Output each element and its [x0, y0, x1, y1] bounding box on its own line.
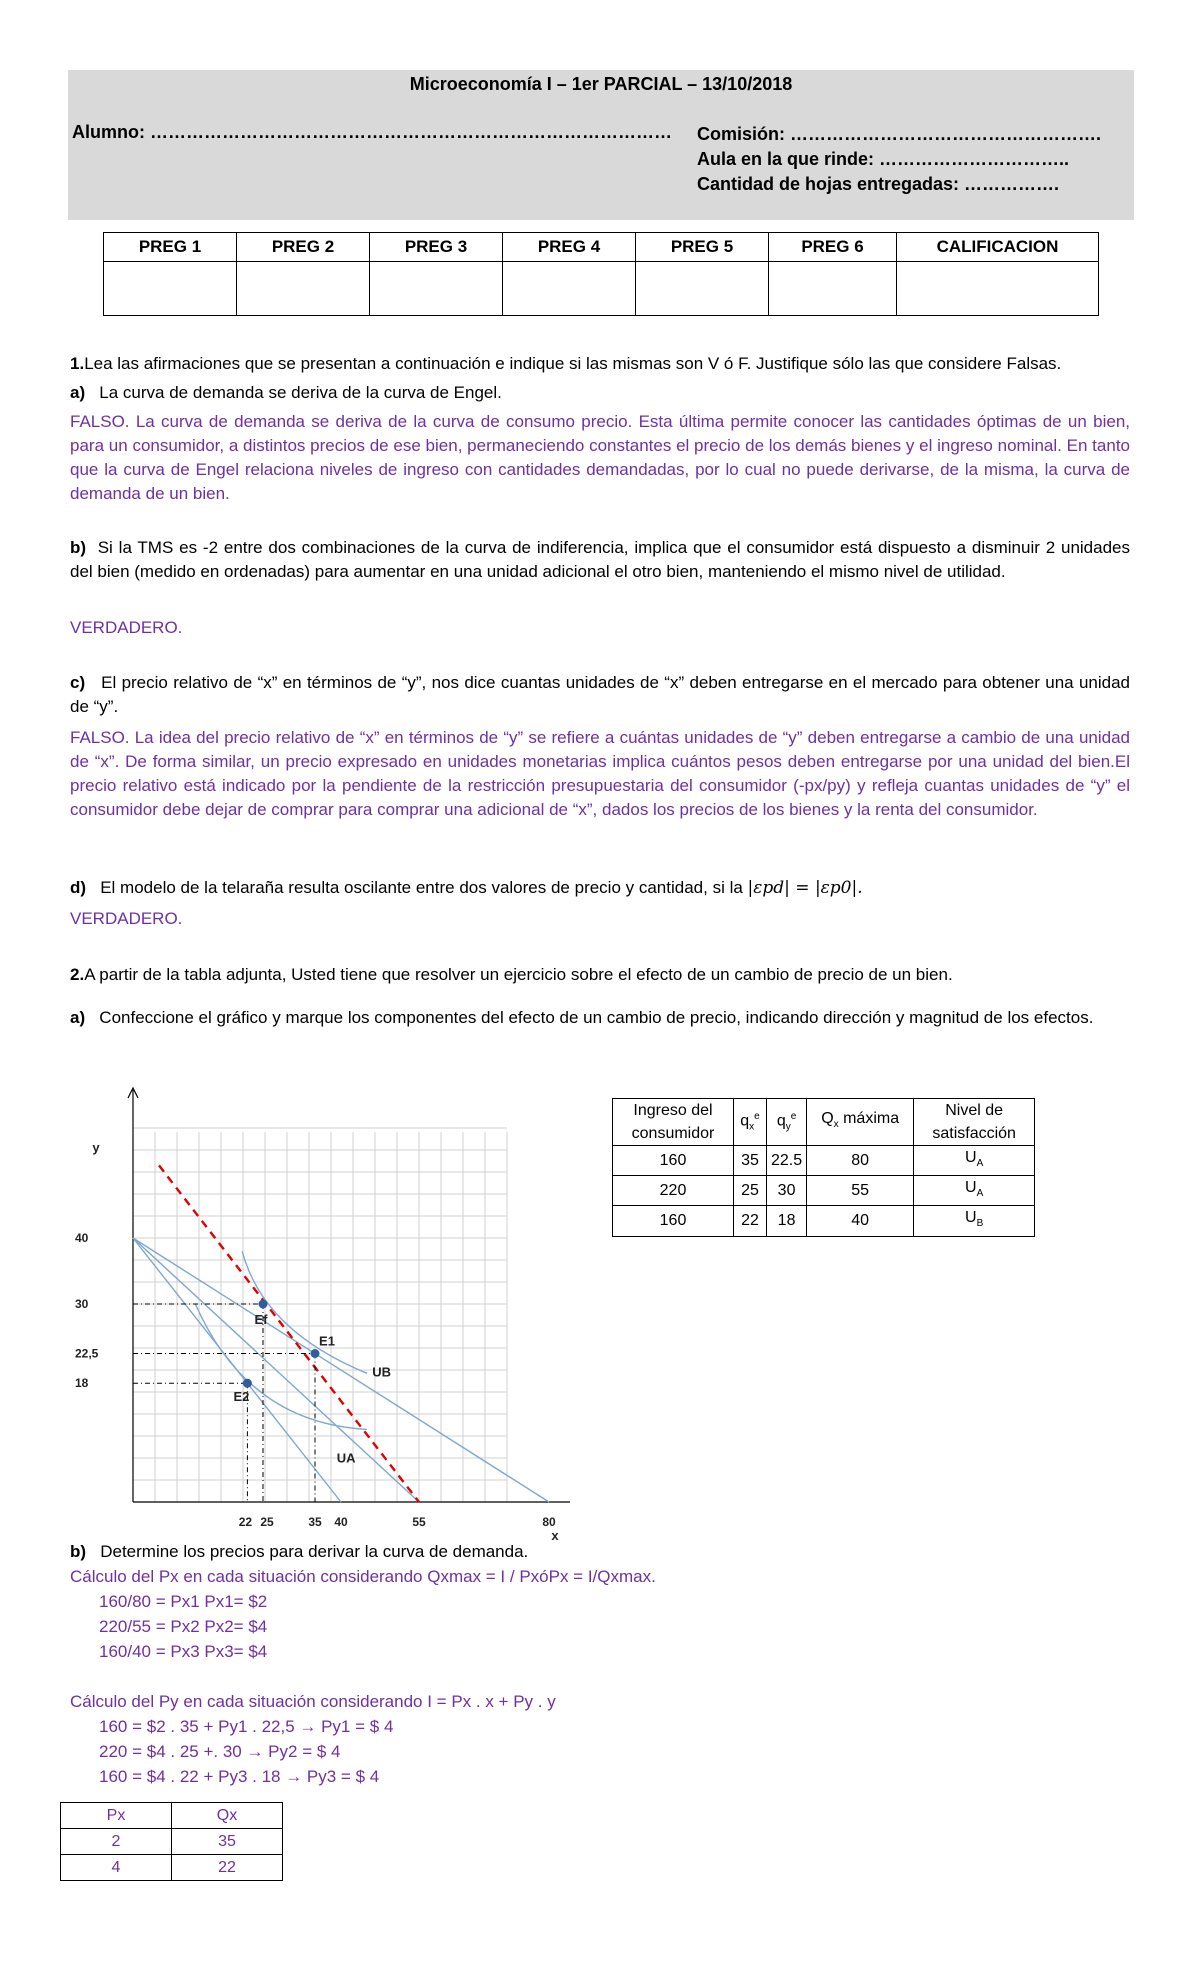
equilibrium-point [243, 1379, 252, 1388]
grade-cell [370, 262, 503, 316]
x-axis-label: x [551, 1528, 559, 1543]
grade-header: PREG 3 [370, 233, 503, 262]
table-cell: 160 [613, 1206, 734, 1236]
q1-a [70, 381, 1130, 405]
table-header: Px [61, 1803, 172, 1829]
equilibrium-point [311, 1349, 320, 1358]
q1-c-label: c) [70, 673, 86, 692]
grade-cell [237, 262, 370, 316]
table-cell: $U_A$ [914, 1176, 1035, 1206]
py-calc-line: 220 = $4 . 25 +. 30 → Py2 = $ 4 [99, 1742, 341, 1761]
table-cell: 22.5 [767, 1146, 807, 1176]
table-cell: $U_B$ [914, 1206, 1035, 1236]
table-cell: $U_A$ [914, 1146, 1035, 1176]
q1-intro [70, 352, 1130, 376]
grade-header: PREG 2 [237, 233, 370, 262]
table-cell: 220 [613, 1176, 734, 1206]
curve-label: UB [372, 1364, 391, 1380]
table-row [613, 1146, 1035, 1176]
exam-title: Microeconomía I – 1er PARCIAL – 13/10/2018 [409, 74, 793, 94]
table-cell: 30 [767, 1176, 807, 1206]
q1-b-answer: VERDADERO. [70, 618, 183, 637]
curve-label: UA [336, 1450, 356, 1466]
grade-header: PREG 6 [769, 233, 897, 262]
table-cell: 160 [613, 1146, 734, 1176]
table-header: $q_y^e$ [767, 1099, 807, 1146]
table-cell: 40 [807, 1206, 914, 1236]
px-calc-line: 160/40 = Px3 Px3= $4 [99, 1642, 268, 1661]
q1-d-text: El modelo de la telaraña resulta oscilante entre dos valores de precio y cantidad, si la [100, 878, 743, 897]
q1-b [70, 536, 1130, 584]
q1-b-label: b) [70, 538, 87, 557]
y-tick-label: 40 [75, 1231, 89, 1245]
point-label: E2 [233, 1389, 250, 1405]
table-cell: 55 [807, 1176, 914, 1206]
exam-header [68, 70, 1134, 220]
x-tick-label: 22 [238, 1515, 253, 1529]
grade-cell [503, 262, 636, 316]
equilibrium-point [259, 1300, 268, 1309]
elasticity-equation: |εpd| = |εp0|. [747, 878, 863, 898]
grade-header: PREG 1 [104, 233, 237, 262]
q1-d-label: d) [70, 878, 87, 897]
q2-b-label: b) [70, 1542, 87, 1561]
table-cell: 4 [61, 1855, 172, 1881]
commission-field: Comisión: ……………………………………………. [697, 124, 1101, 144]
x-tick-label: 25 [260, 1515, 274, 1529]
grades-table [103, 232, 1099, 316]
classroom-field: Aula en la que rinde: ………………………….. [697, 149, 1070, 169]
table-header: $Q_x$ máxima [807, 1099, 914, 1146]
grade-header: CALIFICACION [897, 233, 1099, 262]
consumer-data-table [612, 1098, 1035, 1237]
price-effect-chart [75, 1082, 590, 1543]
table-header: Qx [172, 1803, 283, 1829]
table-cell: 2 [61, 1829, 172, 1855]
q2-intro [70, 963, 1130, 987]
q2-b-text: Determine los precios para derivar la curva de demanda. [100, 1542, 529, 1561]
q1-b-text: Si la TMS es -2 entre dos combinaciones de la curva de indiferencia, implica que el consumidor está dispuesto a disminuir 2 unidades del bien (medido en ordenadas) para aumentar en una unidad adicional el otro bien, manteniendo el mismo nivel de utilidad. [70, 538, 1131, 581]
px-calc-line: 220/55 = Px2 Px2= $4 [99, 1617, 268, 1636]
y-tick-label: 30 [75, 1297, 89, 1311]
table-row [613, 1176, 1035, 1206]
demand-table [60, 1802, 283, 1881]
q2-a [70, 1006, 1130, 1030]
q1-a-answer: FALSO. La curva de demanda se deriva de la curva de consumo precio. Esta última permite conocer las cantidades óptimas de un bien, para un consumidor, a distintos precios de ese bien, permaneciendo constantes el precio de los demás bienes y el ingreso nominal. En tanto que la curva de Engel relaciona niveles de ingreso con cantidades demandadas, por lo cual no puede derivarse, de la misma, la curva de demanda de un bien. [70, 412, 1130, 503]
table-header: Nivel de satisfacción [914, 1099, 1035, 1146]
table-row [613, 1206, 1035, 1236]
chart-grid [133, 1128, 507, 1502]
table-cell: 22 [172, 1855, 283, 1881]
chart-labels [75, 1140, 559, 1543]
exam-info [697, 122, 1101, 197]
student-field: Alumno: …………………………………………………………………………… [72, 122, 672, 142]
grade-header: PREG 4 [503, 233, 636, 262]
q2-number: 2. [70, 965, 85, 984]
x-tick-label: 55 [412, 1515, 426, 1529]
sheets-field: Cantidad de hojas entregadas: ……………. [697, 174, 1060, 194]
py-calc-line: 160 = $4 . 22 + Py3 . 18 → Py3 = $ 4 [99, 1767, 380, 1786]
y-tick-label: 22,5 [75, 1346, 99, 1361]
grade-header: PREG 5 [636, 233, 769, 262]
q2-a-text: Confeccione el gráfico y marque los componentes del efecto de un cambio de precio, indicando dirección y magnitud de los efectos. [99, 1008, 1094, 1027]
table-cell: 35 [172, 1829, 283, 1855]
q2-intro-text: A partir de la tabla adjunta, Usted tiene que resolver un ejercicio sobre el efecto de un cambio de precio de un bien. [84, 965, 953, 984]
q2-a-label: a) [70, 1008, 86, 1027]
table-cell: 35 [734, 1146, 767, 1176]
px-calc-line: 160/80 = Px1 Px1= $2 [99, 1592, 268, 1611]
y-tick-label: 18 [75, 1376, 89, 1391]
table-cell: 22 [734, 1206, 767, 1236]
py-calc-title: Cálculo del Py en cada situación considerando I = Px . x + Py . y [70, 1692, 556, 1711]
q1-c-text: El precio relativo de “x” en términos de “y”, nos dice cuantas unidades de “x” deben entregarse en el mercado para obtener una unidad de “y”. [70, 673, 1130, 716]
q1-a-text: La curva de demanda se deriva de la curva de Engel. [99, 383, 502, 402]
px-calc-title: Cálculo del Px en cada situación considerando Qxmax = I / PxóPx = I/Qxmax. [70, 1567, 656, 1586]
point-label: Ef [254, 1312, 268, 1327]
py-calc-line: 160 = $2 . 35 + Py1 . 22,5 → Py1 = $ 4 [99, 1717, 394, 1736]
q1-a-label: a) [70, 383, 86, 402]
q1-d-answer: VERDADERO. [70, 909, 183, 928]
q1-c [70, 671, 1130, 719]
grade-cell [897, 262, 1099, 316]
table-row [61, 1829, 283, 1855]
table-row [61, 1855, 283, 1881]
table-header: Ingreso del consumidor [613, 1099, 734, 1146]
table-header: $q_x^e$ [734, 1099, 767, 1146]
grade-cell [769, 262, 897, 316]
grade-cell [636, 262, 769, 316]
q1-number: 1. [70, 354, 85, 373]
x-tick-label: 80 [542, 1515, 556, 1529]
grade-cell [104, 262, 237, 316]
x-tick-label: 40 [334, 1515, 348, 1529]
q1-intro-text: Lea las afirmaciones que se presentan a continuación e indique si las mismas son V ó F. Justifique sólo las que considere Falsas. [84, 354, 1062, 373]
table-cell: 80 [807, 1146, 914, 1176]
q1-c-answer: FALSO. La idea del precio relativo de “x” en términos de “y” se refiere a cuántas unidades de “y” deben entregarse a cambio de una unidad de “x”. De forma similar, un precio expresado en unidades monetarias implica cuántos pesos deben entregarse por una unidad del bien.El precio relativo está indicado por la pendiente de la restricción presupuestaria del consumidor (-px/py) y refleja cuantas unidades de “y” el consumidor debe dejar de comprar para comprar una adicional de “x”, dados los precios de los bienes y la renta del consumidor. [70, 728, 1130, 819]
table-cell: 18 [767, 1206, 807, 1236]
x-tick-label: 35 [308, 1515, 322, 1529]
table-cell: 25 [734, 1176, 767, 1206]
point-label: E1 [319, 1333, 335, 1349]
q1-d [70, 876, 1130, 900]
q2-b [70, 1540, 1130, 1564]
y-axis-label: y [92, 1140, 100, 1155]
